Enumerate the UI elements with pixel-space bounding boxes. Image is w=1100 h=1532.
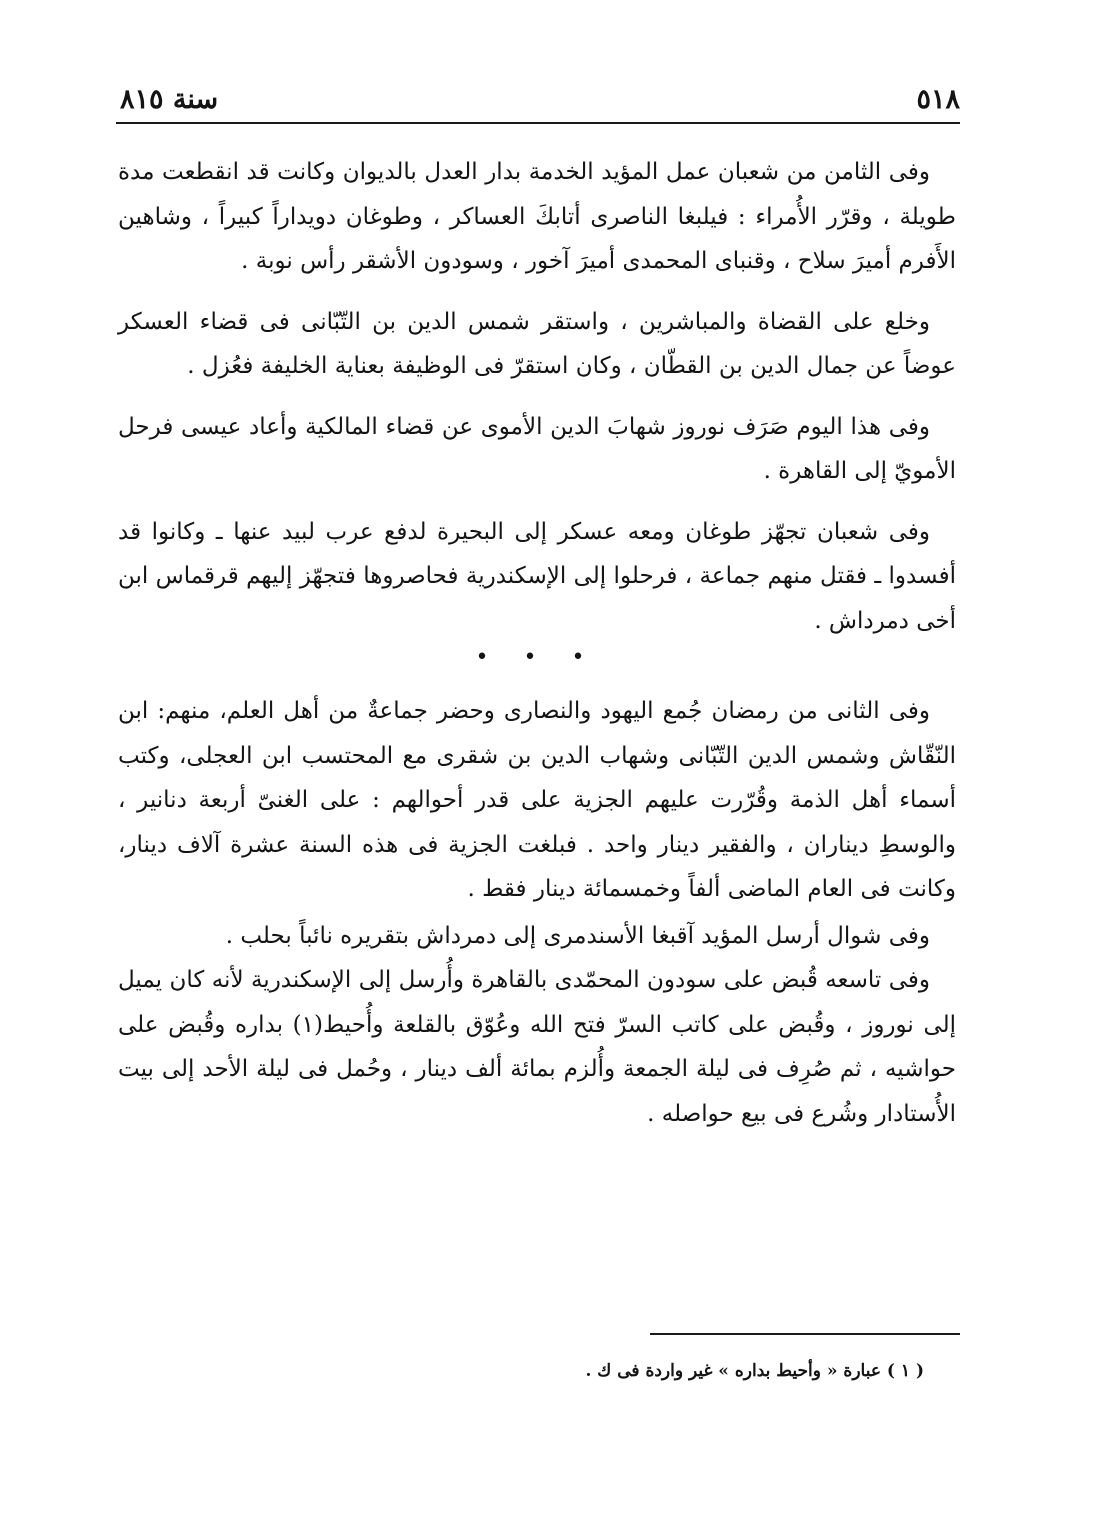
footnote-rule <box>650 1333 960 1335</box>
paragraph: وفى الثامن من شعبان عمل المؤيد الخدمة بدار العدل بالديوان وكانت قد انقطعت مدة طويلة ، وقرّر الأُمراء : فيلبغا الناصرى أتابكَ العساكر ، وطوغان دويداراً كبيراً ، وشاهين الأَفرم أميرَ سلاح ، وقنباى المحمدى أميرَ آخور ، وسودون الأشقر رأس نوبة . <box>118 159 956 274</box>
section-separator: • • • <box>475 645 599 670</box>
paragraph: وفى شوال أرسل المؤيد آقبغا الأسندمرى إلى دمرداش بتقريره نائباً بحلب . <box>225 922 930 949</box>
header-rule <box>116 122 960 124</box>
running-title: سنة ٨١٥ <box>120 84 219 115</box>
paragraph: وفى الثانى من رمضان جُمع اليهود والنصارى وحضر جماعةٌ من أهل العلم، منهم: ابن النّقّاش وشمس الدين التّبّانى وشهاب الدين بن شقرى مع المحتسب ابن العجلى، وكتب أسماء أهل الذمة وقُرّرت عليهم الجزية على قدر أحوالهم : على الغنىّ أربعة دنانير ، والوسطِ ديناران ، والفقير دينار واحد . فبلغت الجزية فى هذه السنة عشرة آلاف دينار، وكانت فى العام الماضى ألفاً وخمسمائة دينار فقط . <box>118 698 956 902</box>
running-head <box>116 84 960 124</box>
main-text <box>118 150 956 1136</box>
footnote: ( ١ ) عبارة « وأحيط بداره » غير واردة فى ك . <box>585 1361 924 1381</box>
paragraph: وفى هذا اليوم صَرَف نوروز شهابَ الدين الأموى عن قضاء المالكية وأعاد عيسى فرحل الأمويّ إلى القاهرة . <box>118 413 956 484</box>
paragraph: وخلع على القضاة والمباشرين ، واستقر شمس الدين بن التّبّانى فى قضاء العسكر عوضاً عن جمال الدين بن القطّان ، وكان استقرّ فى الوظيفة بعناية الخليفة فعُزل . <box>118 308 956 379</box>
page-number: ٥١٨ <box>916 84 960 115</box>
paragraph: وفى شعبان تجهّز طوغان ومعه عسكر إلى البحيرة لدفع عرب لبيد عنها ـ وكانوا قد أفسدوا ـ فقتل منهم جماعة ، فرحلوا إلى الإسكندرية فحاصروها فتجهّز إليهم قرقماس ابن أخى دمرداش . <box>118 518 956 634</box>
paragraph: وفى تاسعه قُبض على سودون المحمّدى بالقاهرة وأُرسل إلى الإسكندرية لأنه كان يميل إلى نوروز ، وقُبض على كاتب السرّ فتح الله وعُوّق بالقلعة وأُحيط(١) بداره وقُبض على حواشيه ، ثم صُرِف فى ليلة الجمعة وأُلزم بمائة ألف دينار ، وحُمل فى ليلة الأحد إلى بيت الأُستادار وشُرع فى بيع حواصله . <box>118 967 957 1127</box>
